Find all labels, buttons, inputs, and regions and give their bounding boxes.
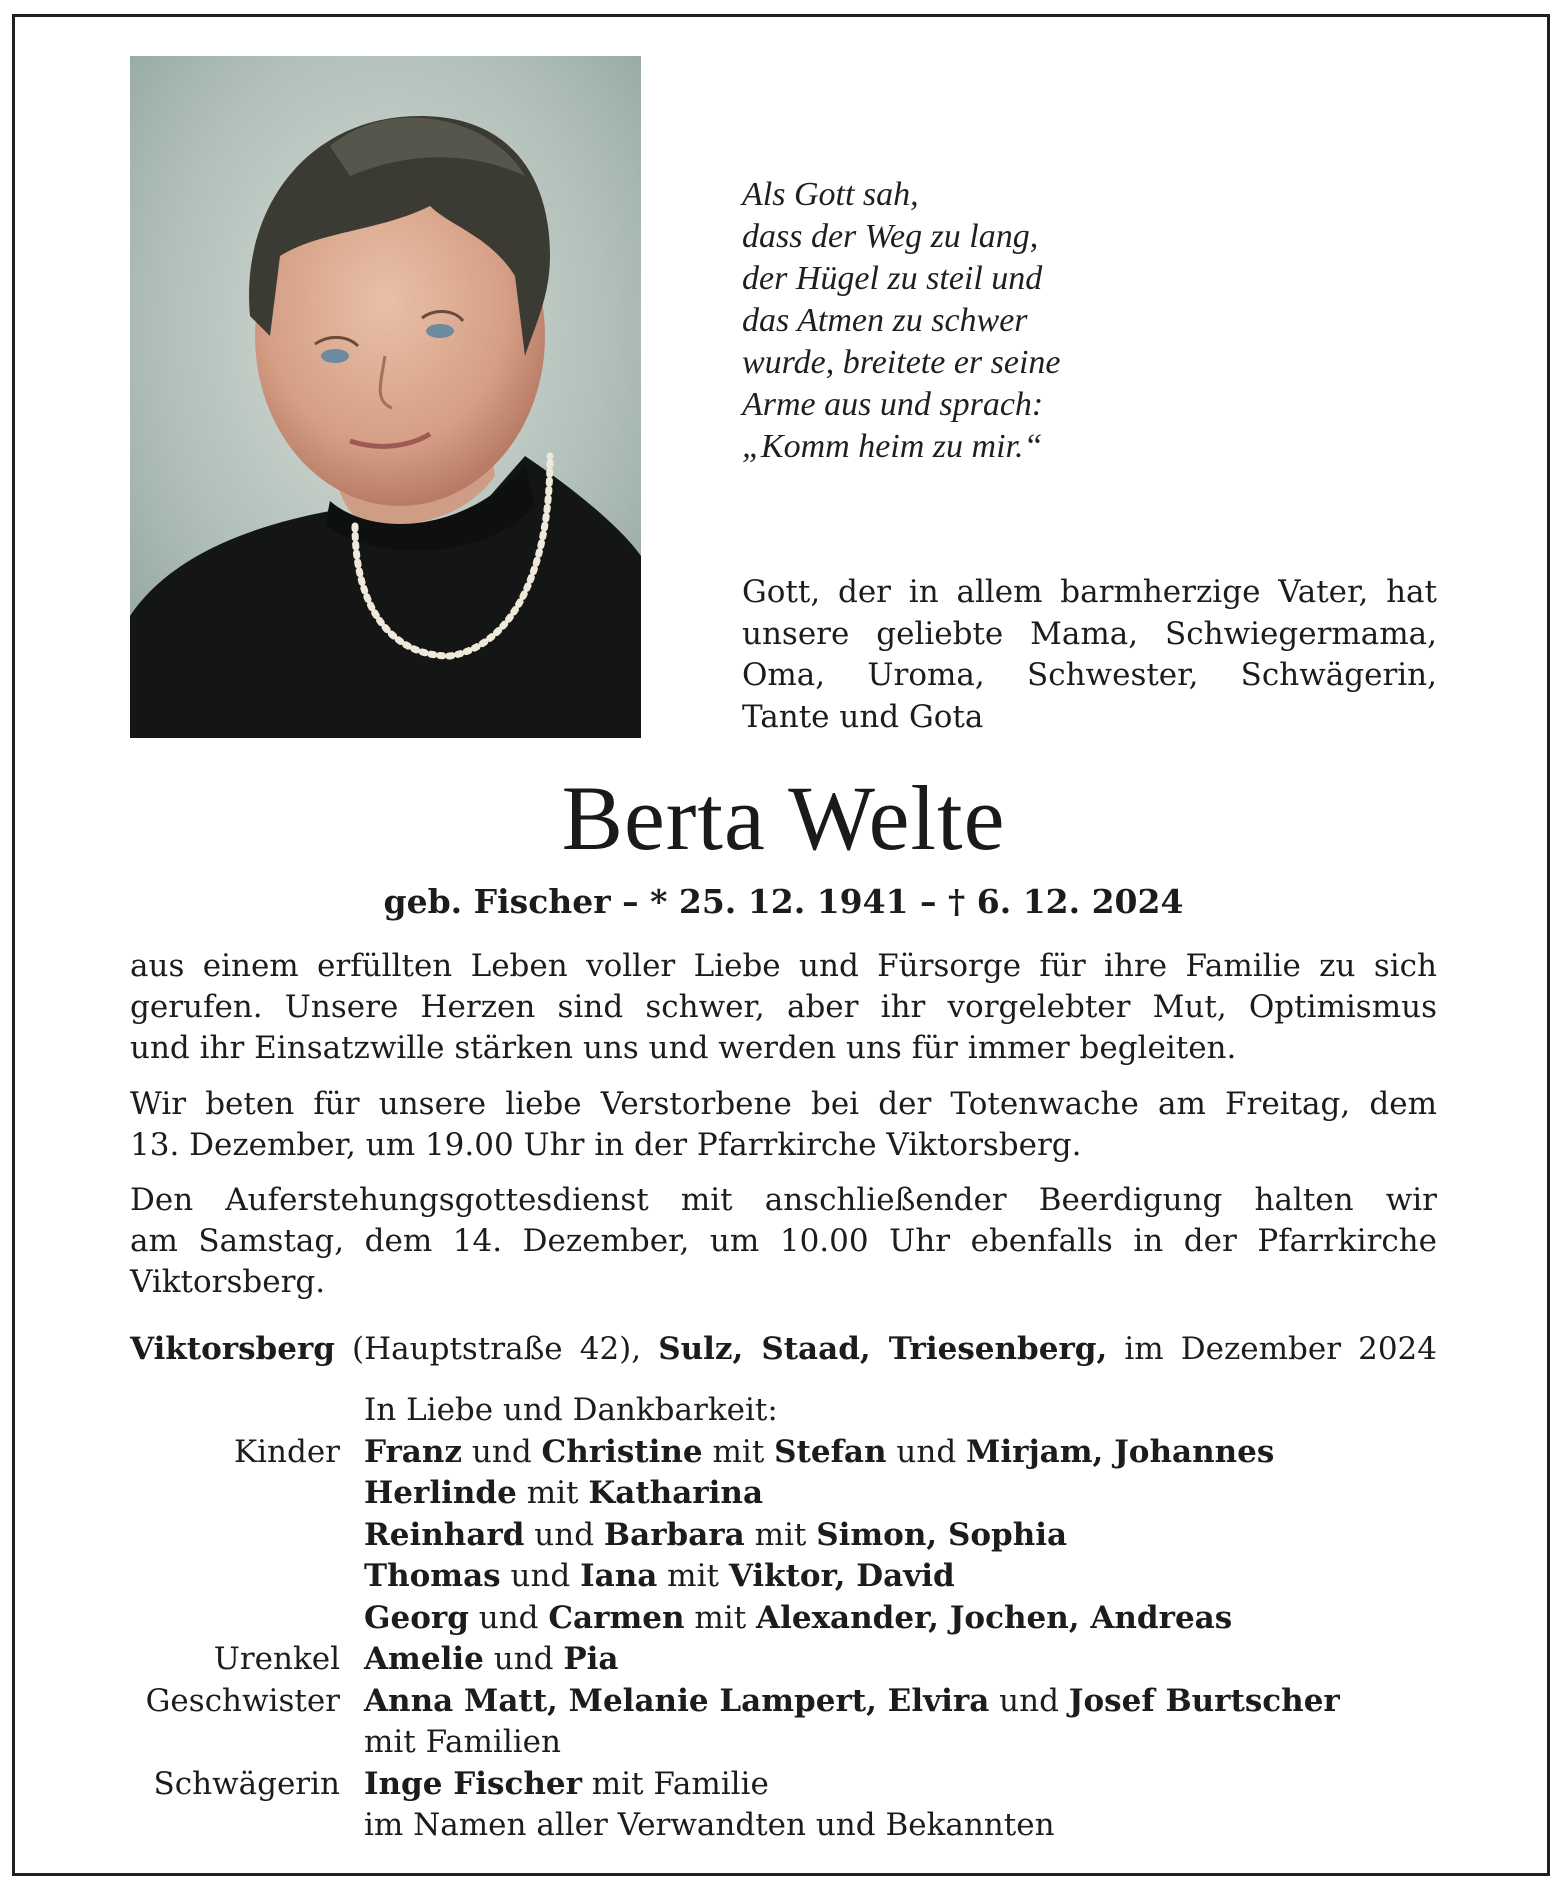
family-name: Viktor, David (728, 1558, 955, 1594)
family-connector: mit (657, 1558, 729, 1594)
family-name: Christine (541, 1433, 703, 1470)
family-greeting: In Liebe und Dankbarkeit: (364, 1392, 778, 1428)
poem-line: wurde, breitete er seine (742, 344, 1061, 381)
poem-line: das Atmen zu schwer (742, 302, 1028, 339)
family-name: Pia (563, 1641, 619, 1677)
paragraph-line: Viktorsberg. (130, 1264, 326, 1300)
portrait-photo (130, 56, 641, 738)
family-row (100, 1639, 1500, 1681)
family-closing: im Namen aller Verwandten und Bekannten (364, 1807, 1055, 1843)
intro-text (742, 572, 1437, 738)
paragraph-announcement (130, 946, 1437, 1069)
family-connector: und (483, 1641, 564, 1677)
poem (742, 174, 1262, 468)
family-row (100, 1681, 1500, 1723)
family-connector: und (462, 1433, 542, 1470)
intro-line: Gott, der in allem barmherzige Vater, hat (742, 574, 1437, 610)
place-date: im Dezember 2024 (1107, 1331, 1437, 1367)
family-connector: mit (702, 1433, 775, 1470)
paragraph-line: und ihr Einsatzwille stärken uns und werden uns für immer begleiten. (130, 1030, 1237, 1066)
family-row (100, 1390, 1500, 1432)
family-row (100, 1764, 1500, 1806)
family-geschwister-line (364, 1681, 1340, 1723)
family-kinder-line (364, 1432, 1274, 1474)
deceased-name: Berta Welte (561, 767, 1006, 869)
family-kinder-line (364, 1515, 1067, 1557)
family-kinder-line (364, 1598, 1232, 1640)
family-row (100, 1432, 1500, 1474)
poem-line: der Hügel zu steil und (742, 260, 1043, 297)
family-connector: mit (516, 1475, 589, 1511)
family-connector: und (886, 1433, 967, 1470)
place-address: (Hauptstraße 42), (334, 1331, 659, 1367)
family-name: Josef Burtscher (1068, 1682, 1340, 1719)
place-village: Viktorsberg (130, 1331, 335, 1367)
paragraph-line: aus einem erfüllten Leben voller Liebe und Fürsorge für ihre Familie zu sich (130, 948, 1437, 984)
family-name: Franz (364, 1433, 463, 1470)
paragraph-line: 13. Dezember, um 19.00 Uhr in der Pfarrkirche Viktorsberg. (130, 1127, 1082, 1163)
family-row (100, 1722, 1500, 1764)
intro-line: Tante und Gota (742, 698, 984, 735)
family-label-schwaegerin: Schwägerin (153, 1765, 340, 1802)
paragraph-funeral (130, 1180, 1437, 1303)
poem-line: Als Gott sah, (742, 176, 919, 213)
family-connector: und (989, 1682, 1069, 1719)
family-name: Georg (364, 1599, 469, 1636)
family-name: Anna Matt, Melanie Lampert, Elvira (364, 1682, 990, 1719)
family-name: Katharina (588, 1475, 764, 1511)
family-row (100, 1598, 1500, 1640)
family-schwaegerin-line (364, 1764, 769, 1806)
family-kinder-line (364, 1473, 763, 1515)
intro-line: unsere geliebte Mama, Schwiegermama, (742, 615, 1437, 652)
family-name: Herlinde (364, 1475, 517, 1511)
family-name: Barbara (603, 1516, 745, 1553)
family-connector: und (524, 1516, 604, 1553)
family-row (100, 1805, 1500, 1847)
birth-death-dates: geb. Fischer – * 25. 12. 1941 – † 6. 12. 2024 (383, 882, 1184, 921)
family-name: Thomas (364, 1558, 501, 1594)
family-name: Simon, Sophia (816, 1516, 1068, 1553)
paragraph-line: am Samstag, dem 14. Dezember, um 10.00 Uhr ebenfalls in der Pfarrkirche (130, 1223, 1437, 1259)
family-name: Reinhard (364, 1516, 525, 1553)
family-connector: mit (684, 1599, 757, 1636)
place-others: Sulz, Staad, Triesenberg, (658, 1331, 1108, 1367)
family-name: Iana (580, 1558, 658, 1594)
place-and-date (130, 1328, 1437, 1370)
family-list (100, 1390, 1500, 1847)
family-name: Mirjam, Johannes (966, 1433, 1275, 1470)
family-label-geschwister: Geschwister (145, 1682, 340, 1719)
poem-line: Arme aus und sprach: (742, 386, 1044, 423)
family-urenkel-line (364, 1639, 619, 1681)
paragraph-line: Wir beten für unsere liebe Verstorbene bei der Totenwache am Freitag, dem (130, 1086, 1437, 1122)
paragraph-wake (130, 1084, 1437, 1166)
family-kinder-line (364, 1556, 955, 1598)
family-name: Inge Fischer (364, 1765, 582, 1802)
family-row (100, 1473, 1500, 1515)
family-name: Carmen (548, 1599, 685, 1636)
family-geschwister-suffix: mit Familien (364, 1724, 561, 1760)
poem-line: „Komm heim zu mir.“ (742, 428, 1043, 465)
poem-line: dass der Weg zu lang, (742, 218, 1039, 255)
family-connector: mit Familie (581, 1765, 769, 1802)
family-label-urenkel: Urenkel (213, 1641, 340, 1677)
family-label-kinder: Kinder (233, 1433, 340, 1470)
family-name: Stefan (774, 1433, 887, 1470)
family-name: Amelie (364, 1641, 484, 1677)
paragraph-line: gerufen. Unsere Herzen sind schwer, aber ihr vorgelebter Mut, Optimismus (130, 989, 1437, 1025)
family-connector: und (468, 1599, 549, 1636)
family-connector: mit (744, 1516, 817, 1553)
family-row (100, 1515, 1500, 1557)
family-connector: und (500, 1558, 581, 1594)
intro-line: Oma, Uroma, Schwester, Schwägerin, (742, 657, 1437, 693)
family-row (100, 1556, 1500, 1598)
paragraph-line: Den Auferstehungsgottesdienst mit anschließender Beerdigung halten wir (130, 1182, 1437, 1218)
family-name: Alexander, Jochen, Andreas (756, 1599, 1233, 1636)
